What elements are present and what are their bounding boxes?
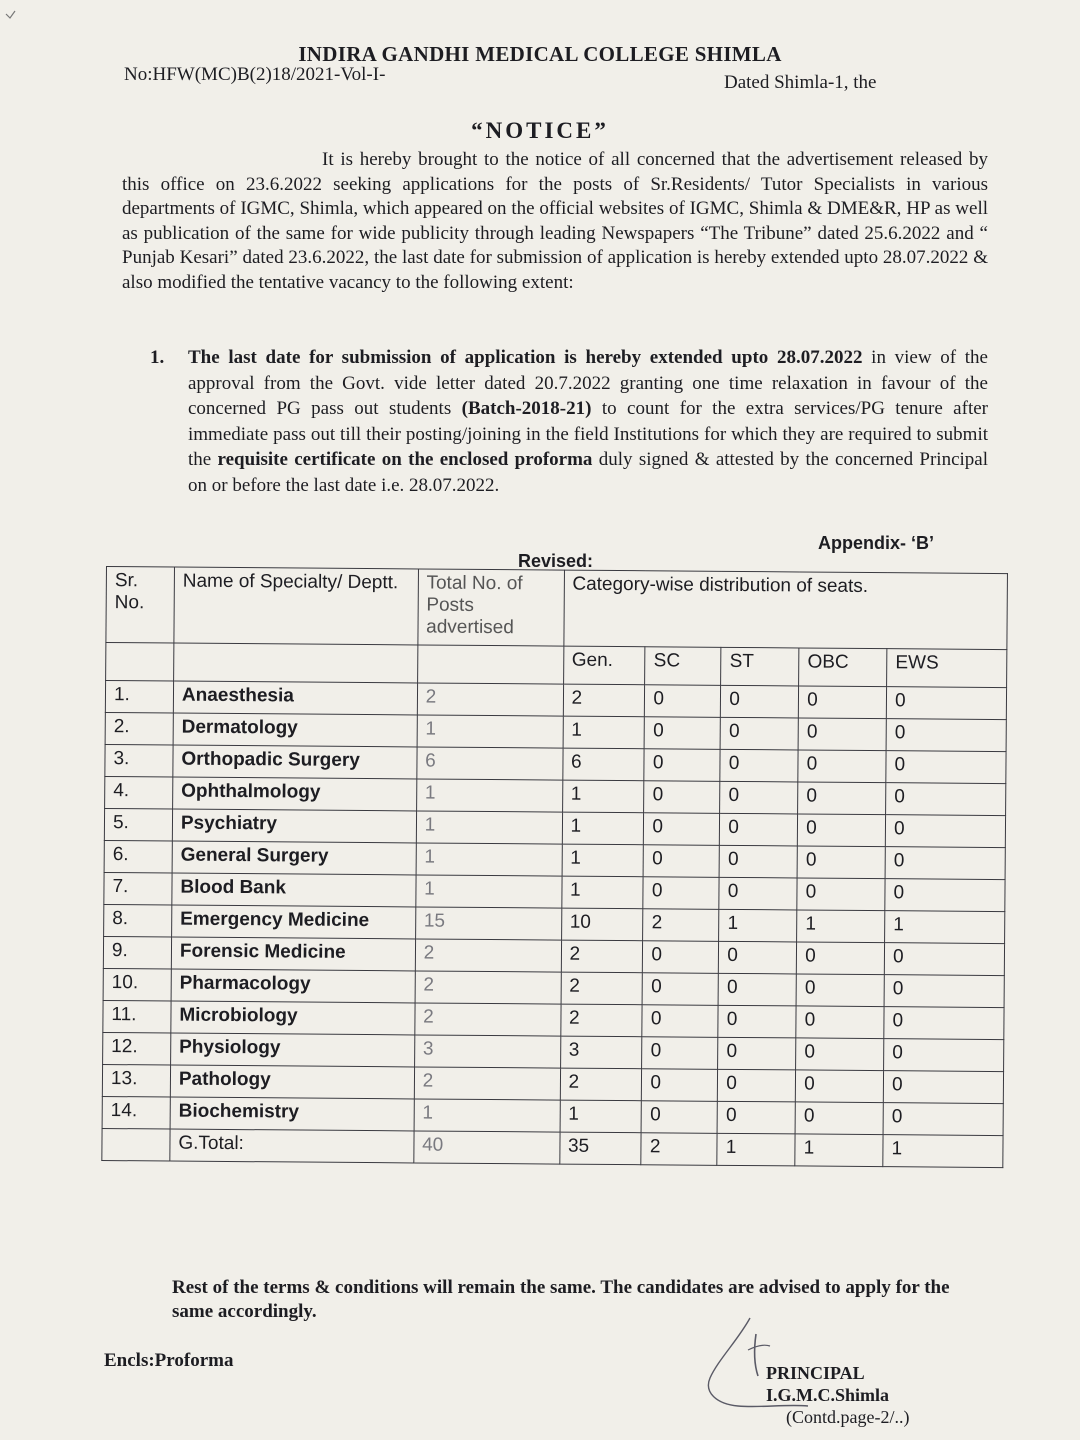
- row-sr-no: 6.: [104, 840, 172, 873]
- row-ews: 0: [885, 815, 1005, 848]
- row-specialty: Physiology: [171, 1033, 415, 1067]
- row-st: 0: [718, 973, 796, 1006]
- point-batch: (Batch-2018-21): [461, 398, 592, 419]
- row-gen: 2: [563, 684, 645, 717]
- row-total-posts: 1: [415, 875, 561, 908]
- subheader-obc: OBC: [799, 648, 887, 687]
- notice-paragraph: [122, 148, 988, 295]
- row-obc: 0: [798, 782, 886, 815]
- row-total-posts: 6: [416, 747, 562, 780]
- row-ews: 0: [886, 783, 1006, 816]
- row-st: 0: [720, 749, 798, 782]
- row-st: 0: [720, 813, 798, 846]
- row-total-posts: 1: [416, 779, 562, 812]
- row-gen: 2: [561, 940, 643, 973]
- row-sc: 0: [644, 845, 720, 878]
- row-gen: 3: [560, 1036, 642, 1069]
- row-obc: 0: [795, 1102, 883, 1135]
- dated-line: Dated Shimla-1, the: [724, 72, 877, 93]
- row-sr-no: 13.: [102, 1064, 170, 1097]
- row-sr-no: 2.: [105, 712, 173, 745]
- point-number: 1.: [150, 347, 165, 368]
- header-category: Category-wise distribution of seats.: [563, 570, 1007, 649]
- row-sc: 0: [643, 877, 719, 910]
- row-sr-no: 11.: [103, 1000, 171, 1033]
- row-ews: 0: [884, 1007, 1004, 1040]
- row-total-posts: 1: [416, 843, 562, 876]
- notice-paragraph-text: It is hereby brought to the notice of all concerned that the advertisement released by this office on 23.6.2022 seeking applications for the posts of Sr.Residents/ Tutor Specialists in various departments of IGMC, Shimla, which appeared on the official websites of IGMC, Shimla & DME&R, HP as well as publication of the same for wide publicity through leading Newspapers “The Tribune” dated 25.6.2022 and “ Punjab Kesari” dated 23.6.2022, the last date for submission of application is hereby extended upto 28.07.2022 & also modified the tentative vacancy to the following extent:: [122, 149, 988, 293]
- point-requisite: requisite certificate on the enclosed proforma: [217, 449, 593, 470]
- notice-title: “NOTICE”: [471, 118, 609, 143]
- row-specialty: Blood Bank: [172, 873, 416, 907]
- row-specialty: Pharmacology: [171, 969, 415, 1003]
- header-specialty: Name of Specialty/ Deptt.: [174, 567, 418, 645]
- row-ews: 0: [885, 847, 1005, 880]
- row-sc: 2: [643, 909, 719, 942]
- row-specialty: Microbiology: [171, 1001, 415, 1035]
- row-sr-no: 14.: [102, 1096, 170, 1129]
- header-sr-no: Sr. No.: [106, 567, 175, 644]
- row-ews: 0: [886, 719, 1006, 752]
- row-sr-no: 4.: [105, 776, 173, 809]
- total-obc: 1: [795, 1134, 883, 1167]
- row-obc: 0: [796, 974, 884, 1007]
- row-specialty: Pathology: [170, 1065, 414, 1099]
- row-st: 0: [717, 1101, 795, 1134]
- row-total-posts: 2: [415, 971, 561, 1004]
- row-obc: 0: [798, 750, 886, 783]
- row-total-posts: 2: [417, 683, 563, 716]
- row-sr-no: 7.: [104, 872, 172, 905]
- scan-mark-icon: [4, 8, 18, 22]
- table-header-row: [106, 567, 1008, 650]
- row-ews: 0: [886, 751, 1006, 784]
- row-obc: 0: [798, 814, 886, 847]
- row-ews: 0: [884, 943, 1004, 976]
- row-specialty: Anaesthesia: [173, 681, 417, 715]
- row-obc: 1: [797, 910, 885, 943]
- row-sr-no: 12.: [103, 1032, 171, 1065]
- row-ews: 0: [883, 1103, 1003, 1136]
- row-sc: 0: [642, 1069, 718, 1102]
- point-text-c: duly signed & attested by the concerned Principal on or before the last date i.e. 28.07.2022.: [188, 449, 988, 496]
- row-gen: 6: [562, 748, 644, 781]
- row-gen: 1: [563, 716, 645, 749]
- row-ews: 0: [884, 1039, 1004, 1072]
- row-st: 0: [718, 1005, 796, 1038]
- row-specialty: General Surgery: [172, 841, 416, 875]
- row-specialty: Dermatology: [173, 713, 417, 747]
- total-row: [102, 1128, 1003, 1167]
- row-st: 0: [720, 717, 798, 750]
- row-sc: 0: [644, 781, 720, 814]
- row-gen: 1: [562, 812, 644, 845]
- row-st: 0: [718, 1069, 796, 1102]
- total-ews: 1: [883, 1135, 1003, 1168]
- row-ews: 1: [885, 911, 1005, 944]
- row-sr-no: 10.: [103, 968, 171, 1001]
- row-sr-no: 5.: [104, 808, 172, 841]
- row-obc: 0: [797, 846, 885, 879]
- row-sr-no: 1.: [105, 681, 173, 714]
- total-st: 1: [717, 1133, 795, 1166]
- row-total-posts: 3: [414, 1035, 560, 1068]
- point-lead: The last date for submission of application is hereby extended upto 28.07.2022: [188, 347, 863, 368]
- row-sc: 0: [644, 813, 720, 846]
- row-gen: 1: [560, 1100, 642, 1133]
- row-obc: 0: [799, 686, 887, 719]
- row-obc: 0: [797, 942, 885, 975]
- row-sc: 0: [642, 1037, 718, 1070]
- row-sr-no: 8.: [104, 904, 172, 937]
- enclosures: Encls:Proforma: [104, 1350, 234, 1371]
- point-text-b: to count for the extra services/PG tenure after immediate pass out till their posting/joining in the field Institutions for which they are required to submit the: [188, 398, 988, 470]
- row-gen: 2: [560, 1004, 642, 1037]
- row-specialty: Psychiatry: [172, 809, 416, 843]
- row-ews: 0: [885, 879, 1005, 912]
- row-total-posts: 1: [417, 715, 563, 748]
- row-st: 0: [720, 781, 798, 814]
- signatory-block: [766, 1362, 909, 1428]
- row-specialty: Orthopadic Surgery: [173, 745, 417, 779]
- row-total-posts: 2: [414, 1067, 560, 1100]
- appendix-label: Appendix- ‘B’: [818, 533, 934, 553]
- total-sc: 2: [641, 1133, 717, 1166]
- point-1: [150, 345, 988, 498]
- row-ews: 0: [884, 975, 1004, 1008]
- revised-label: Revised:: [518, 551, 594, 571]
- row-sc: 0: [642, 1101, 718, 1134]
- subheader-sc: SC: [645, 647, 721, 686]
- row-sc: 0: [645, 717, 721, 750]
- college-name: INDIRA GANDHI MEDICAL COLLEGE SHIMLA: [298, 42, 782, 66]
- row-sc: 0: [645, 685, 721, 718]
- row-gen: 2: [560, 1068, 642, 1101]
- seat-distribution-table: [101, 566, 1008, 1168]
- row-sc: 0: [643, 973, 719, 1006]
- row-sr-no: 3.: [105, 744, 173, 777]
- row-specialty: Ophthalmology: [173, 777, 417, 811]
- row-sr-no: 9.: [103, 936, 171, 969]
- row-total-posts: 2: [414, 1003, 560, 1036]
- total-gen: 35: [559, 1132, 641, 1165]
- row-gen: 1: [561, 876, 643, 909]
- row-obc: 0: [796, 1070, 884, 1103]
- point-text-a: in view of the approval from the Govt. vide letter dated 20.7.2022 granting one time relaxation in favour of the concerned PG pass out students: [188, 347, 988, 419]
- row-st: 0: [719, 845, 797, 878]
- row-st: 1: [719, 909, 797, 942]
- row-total-posts: 1: [414, 1099, 560, 1132]
- closing-note: Rest of the terms & conditions will remain the same. The candidates are advised to apply for the same accordingly.: [172, 1277, 950, 1322]
- row-total-posts: 2: [415, 939, 561, 972]
- row-sc: 0: [644, 749, 720, 782]
- row-sc: 0: [643, 941, 719, 974]
- row-gen: 1: [562, 844, 644, 877]
- row-obc: 0: [797, 878, 885, 911]
- row-st: 0: [719, 877, 797, 910]
- row-obc: 0: [796, 1038, 884, 1071]
- subheader-st: ST: [721, 647, 799, 686]
- total-label: G.Total:: [170, 1129, 414, 1163]
- subheader-gen: Gen.: [563, 646, 645, 685]
- row-gen: 10: [561, 908, 643, 941]
- row-total-posts: 1: [416, 811, 562, 844]
- total-posts: 40: [413, 1131, 559, 1164]
- row-st: 0: [718, 1037, 796, 1070]
- row-gen: 1: [562, 780, 644, 813]
- point-text: [188, 345, 988, 498]
- row-st: 0: [721, 685, 799, 718]
- table-body: [102, 681, 1006, 1136]
- subheader-ews: EWS: [887, 649, 1007, 688]
- row-total-posts: 15: [415, 907, 561, 940]
- header-total-posts: Total No. of Posts advertised: [418, 569, 564, 646]
- signatory-title: PRINCIPAL: [766, 1363, 865, 1383]
- row-obc: 0: [798, 718, 886, 751]
- signatory-org: I.G.M.C.Shimla: [766, 1385, 890, 1405]
- row-specialty: Emergency Medicine: [172, 905, 416, 939]
- row-gen: 2: [561, 972, 643, 1005]
- continued-note: (Contd.page-2/..): [786, 1407, 910, 1427]
- row-sc: 0: [642, 1005, 718, 1038]
- row-obc: 0: [796, 1006, 884, 1039]
- row-ews: 0: [883, 1071, 1003, 1104]
- row-specialty: Biochemistry: [170, 1097, 414, 1131]
- row-specialty: Forensic Medicine: [171, 937, 415, 971]
- row-st: 0: [719, 941, 797, 974]
- row-ews: 0: [886, 687, 1006, 720]
- reference-number: No:HFW(MC)B(2)18/2021-Vol-I-: [124, 64, 386, 85]
